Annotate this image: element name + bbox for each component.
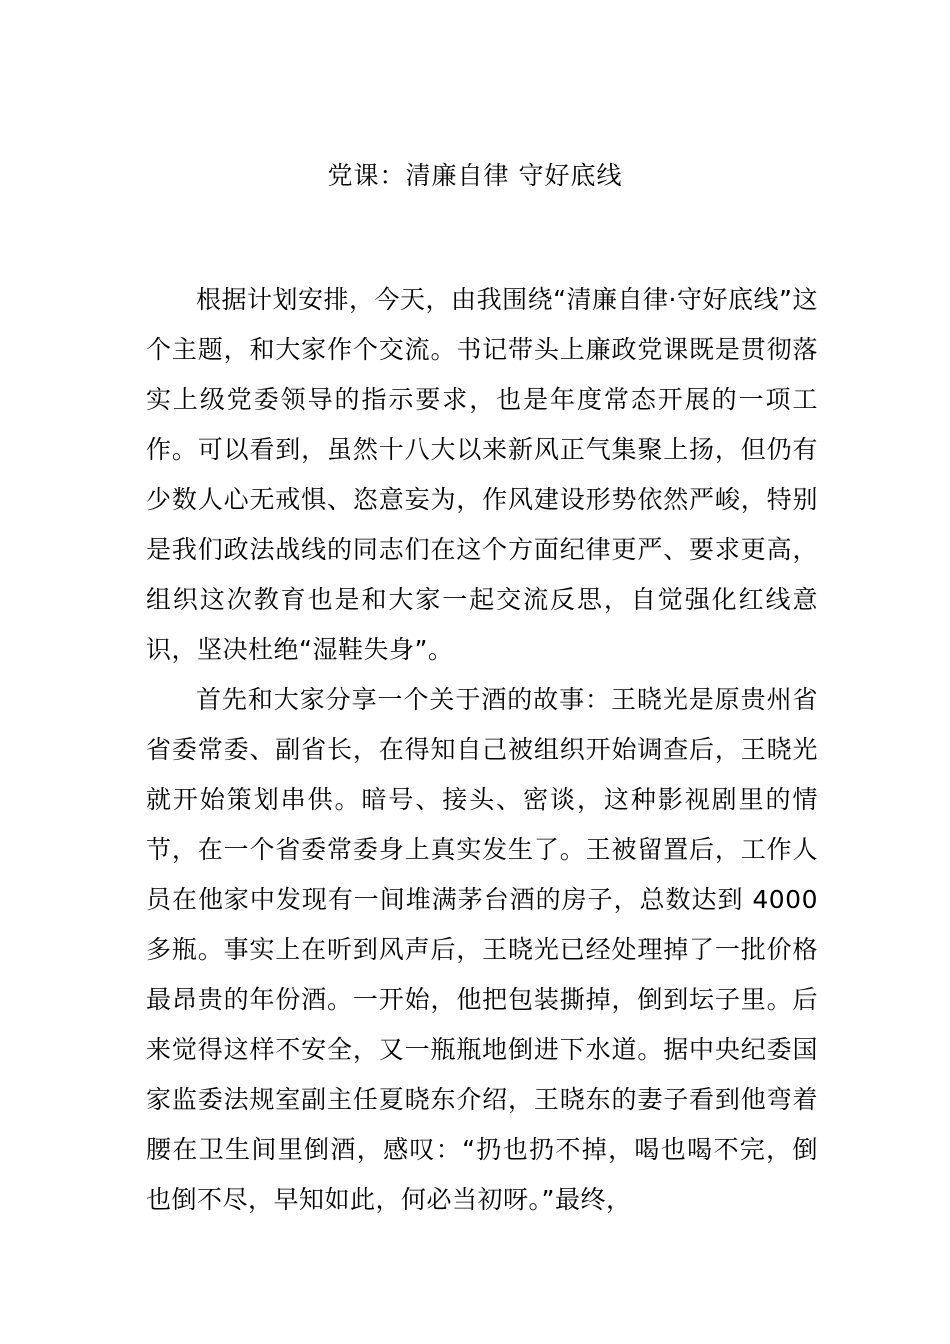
document-body [146,275,818,1225]
paragraph-story: 首先和大家分享一个关于酒的故事：王晓光是原贵州省省委常委、副省长，在得知自己被组织开始调查后，王晓光就开始策划串供。暗号、接头、密谈，这种影视剧里的情节，在一个省委常委身上真实发生了。王被留置后，工作人员在他家中发现有一间堆满茅台酒的房子，总数达到 4000 多瓶。事实上在听到风声后，王晓光已经处理掉了一批价格最昂贵的年份酒。一开始，他把包装撕掉，倒到坛子里。后来觉得这样不安全，又一瓶瓶地倒进下水道。据中央纪委国家监委法规室副主任夏晓东介绍，王晓东的妻子看到他弯着腰在卫生间里倒酒，感叹：“扔也扔不掉，喝也喝不完，倒也倒不尽，早知如此，何必当初呀。”最终， [146,685,818,1214]
paragraph-intro: 根据计划安排，今天，由我围绕“清廉自律·守好底线”这个主题，和大家作个交流。书记带头上廉政党课既是贯彻落实上级党委领导的指示要求，也是年度常态开展的一项工作。可以看到，虽然十八大以来新风正气集聚上扬，但仍有少数人心无戒惧、恣意妄为，作风建设形势依然严峻，特别是我们政法战线的同志们在这个方面纪律更严、要求更高，组织这次教育也是和大家一起交流反思，自觉强化红线意识，坚决杜绝“湿鞋失身”。 [146,285,818,664]
document-title: 党课：清廉自律 守好底线 [327,161,623,190]
